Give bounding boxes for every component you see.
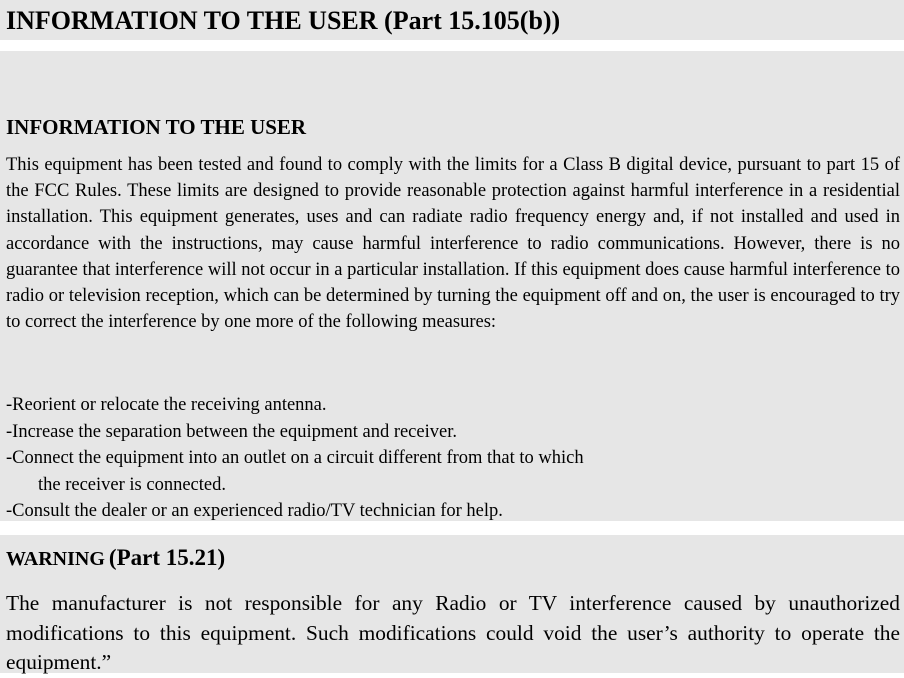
warning-paragraph: The manufacturer is not responsible for any Radio or TV interference caused by unauthorized modifications to this equipment. Such modifications could void the user’s authority to operate the equipment.” bbox=[6, 591, 900, 674]
document-title: INFORMATION TO THE USER (Part 15.105(b)) bbox=[6, 6, 561, 35]
measure-item: -Increase the separation between the equipment and receiver. bbox=[6, 421, 457, 442]
warning-heading bbox=[6, 543, 225, 576]
measures-list bbox=[6, 392, 900, 525]
measure-item: -Connect the equipment into an outlet on a circuit different from that to which bbox=[6, 448, 584, 469]
fcc-compliance-paragraph: This equipment has been tested and found to comply with the limits for a Class B digital device, pursuant to part 15 of the FCC Rules. These limits are designed to provide reasonable protection against harmful interference in a residential installation. This equipment generates, uses and can radiate radio frequency energy and, if not installed and used in accordance with the instructions, may cause harmful interference to radio communications. However, there is no guarantee that interference will not occur in a particular installation. If this equipment does cause harmful interference to radio or television reception, which can be determined by turning the equipment off and on, the user is encouraged to try to correct the interference by one more of the following measures: bbox=[6, 155, 900, 333]
measure-item-continuation: the receiver is connected. bbox=[38, 474, 226, 495]
section-heading: INFORMATION TO THE USER bbox=[6, 115, 307, 139]
warning-label: WARNING bbox=[6, 548, 105, 570]
measure-item: -Consult the dealer or an experienced radio/TV technician for help. bbox=[6, 501, 503, 522]
warning-part: (Part 15.21) bbox=[108, 545, 226, 570]
measure-item: -Reorient or relocate the receiving antenna. bbox=[6, 395, 327, 415]
